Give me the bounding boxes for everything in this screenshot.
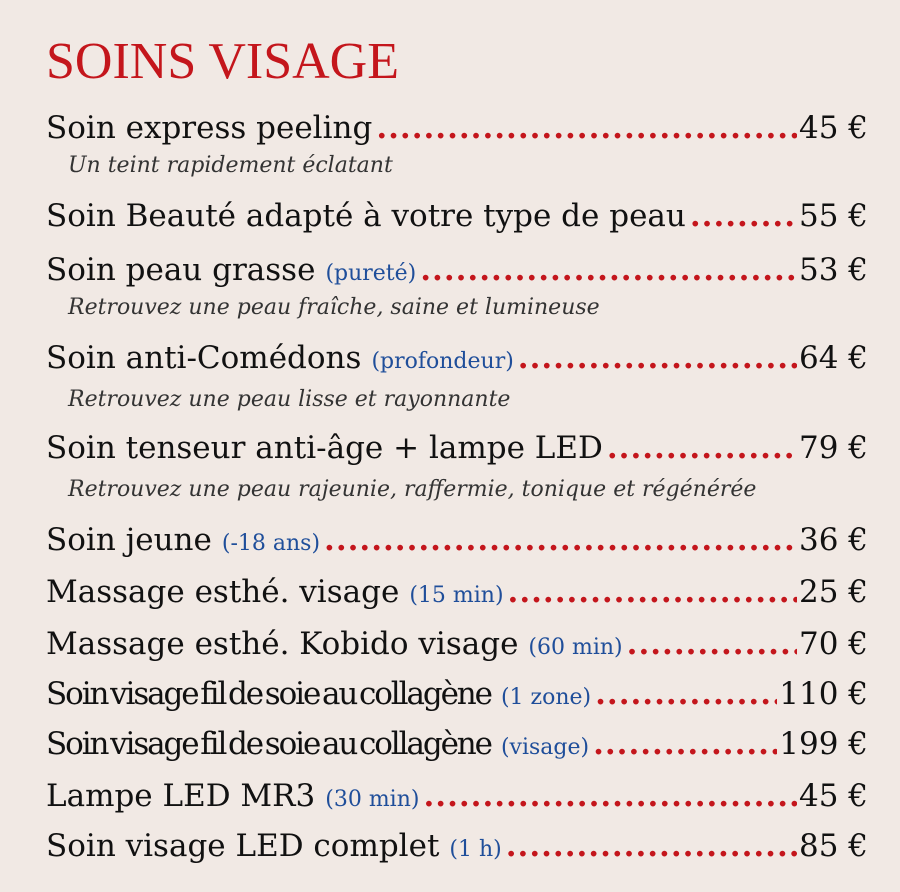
item-name: Soin visage LED complet	[46, 828, 440, 864]
item-name: Soin tenseur anti-âge + lampe LED	[46, 430, 603, 466]
item-note: (30 min)	[325, 787, 420, 812]
item-name: Massage esthé. visage	[46, 574, 400, 610]
menu-item	[46, 826, 868, 870]
item-description: Retrouvez une peau rajeunie, raffermie, tonique et régénérée	[68, 477, 757, 502]
item-name: Soin peau grasse	[46, 252, 316, 288]
item-name: Soin jeune	[46, 522, 212, 558]
item-description: Retrouvez une peau lisse et rayonnante	[68, 387, 511, 412]
item-price: 45 €	[798, 778, 868, 814]
item-name: Lampe LED MR3	[46, 778, 316, 814]
item-price: 53 €	[798, 252, 868, 288]
leader-dots	[518, 338, 797, 378]
item-name: Soin visage fil de soie au collagène	[46, 676, 491, 712]
menu-item	[46, 338, 868, 382]
item-note: (1 h)	[449, 837, 502, 862]
leader-dots	[627, 624, 797, 664]
leader-dots	[607, 428, 797, 468]
menu-item	[46, 724, 868, 768]
item-note: (-18 ans)	[221, 531, 321, 556]
leader-dots	[593, 724, 777, 764]
menu-item	[46, 520, 868, 564]
leader-dots	[506, 826, 797, 866]
menu-item	[46, 674, 868, 718]
leader-dots	[508, 572, 797, 612]
item-price: 85 €	[798, 828, 868, 864]
leader-dots	[423, 776, 796, 816]
menu-item	[46, 572, 868, 616]
item-note: (profondeur)	[371, 349, 514, 374]
item-note: (1 zone)	[500, 685, 592, 710]
item-price: 79 €	[798, 430, 868, 466]
leader-dots	[690, 196, 797, 236]
item-price: 64 €	[798, 340, 868, 376]
menu-item	[46, 776, 868, 820]
item-price: 45 €	[798, 110, 868, 146]
leader-dots	[595, 674, 777, 714]
menu-item	[46, 624, 868, 668]
item-name: Soin visage fil de soie au collagène	[46, 726, 491, 762]
item-price: 70 €	[798, 626, 868, 662]
item-name: Soin Beauté adapté à votre type de peau	[46, 198, 686, 234]
menu-item	[46, 250, 868, 294]
item-price: 25 €	[798, 574, 868, 610]
item-description: Retrouvez une peau fraîche, saine et lumineuse	[68, 295, 600, 320]
leader-dots	[324, 520, 797, 560]
item-name: Soin anti-Comédons	[46, 340, 362, 376]
leader-dots	[376, 108, 797, 148]
item-price: 110 €	[779, 676, 868, 712]
item-note: (60 min)	[528, 635, 623, 660]
leader-dots	[420, 250, 797, 290]
item-name: Massage esthé. Kobido visage	[46, 626, 519, 662]
item-description: Un teint rapidement éclatant	[68, 153, 393, 178]
item-name: Soin express peeling	[46, 110, 373, 146]
item-note: (15 min)	[409, 583, 504, 608]
item-note: (pureté)	[325, 261, 417, 286]
item-price: 55 €	[798, 198, 868, 234]
item-price: 199 €	[779, 726, 868, 762]
item-price: 36 €	[798, 522, 868, 558]
menu-item	[46, 428, 868, 468]
menu-item	[46, 196, 868, 236]
menu-item	[46, 108, 868, 148]
menu-title: SOINS VISAGE	[46, 33, 399, 90]
item-note: (visage)	[500, 735, 590, 760]
